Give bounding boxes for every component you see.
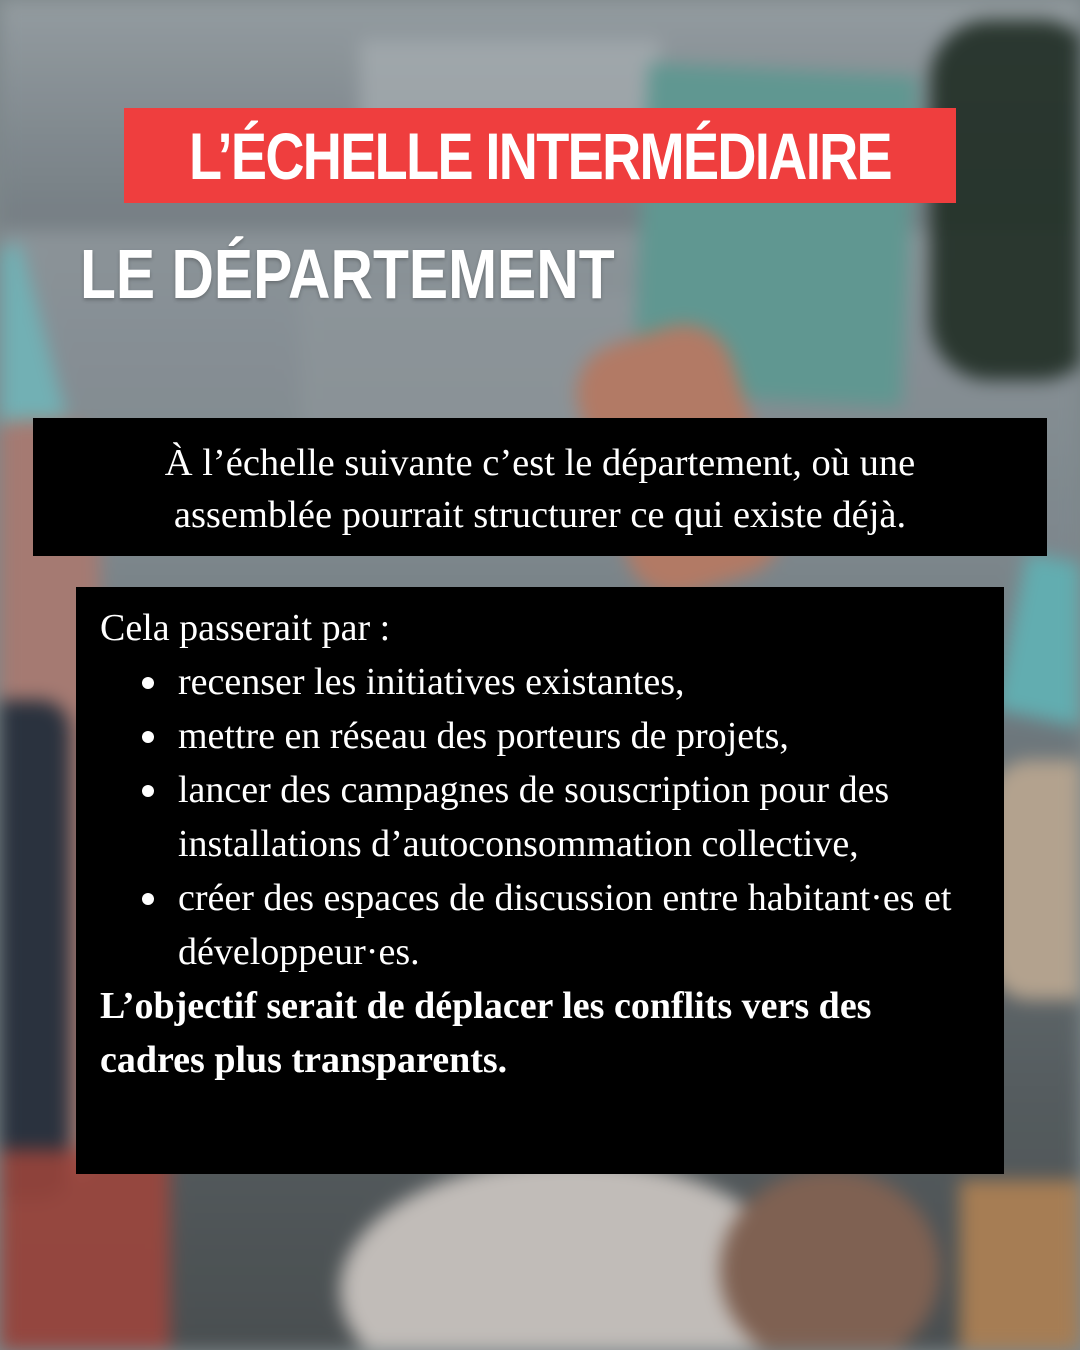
bullet-icon	[142, 893, 154, 905]
bullet-icon	[142, 785, 154, 797]
list-item	[100, 709, 984, 763]
section-tag	[124, 108, 956, 203]
list-item-text: mettre en réseau des porteurs de projets,	[178, 715, 789, 757]
intro-line-1: À l’échelle suivante c’est le département, où une	[164, 442, 916, 484]
intro-line-2: assemblée pourrait structurer ce qui existe déjà.	[173, 494, 907, 536]
section-tag-label: L’ÉCHELLE INTERMÉDIAIRE	[189, 118, 891, 193]
list-item	[100, 655, 984, 709]
details-list	[100, 655, 984, 979]
details-lead: Cela passerait par :	[100, 607, 391, 649]
details-conclusion: L’objectif serait de déplacer les conflits vers des cadres plus transparents.	[100, 985, 872, 1081]
bullet-icon	[142, 677, 154, 689]
list-item	[100, 763, 984, 871]
details-panel	[76, 587, 1004, 1174]
bullet-icon	[142, 731, 154, 743]
list-item	[100, 871, 984, 979]
page-title: LE DÉPARTEMENT	[80, 235, 615, 313]
list-item-text: créer des espaces de discussion entre habitant·es et développeur·es.	[178, 877, 952, 973]
list-item-text: recenser les initiatives existantes,	[178, 661, 685, 703]
list-item-text: lancer des campagnes de souscription pour des installations d’autoconsommation collective,	[178, 769, 890, 865]
intro-box	[33, 418, 1047, 556]
